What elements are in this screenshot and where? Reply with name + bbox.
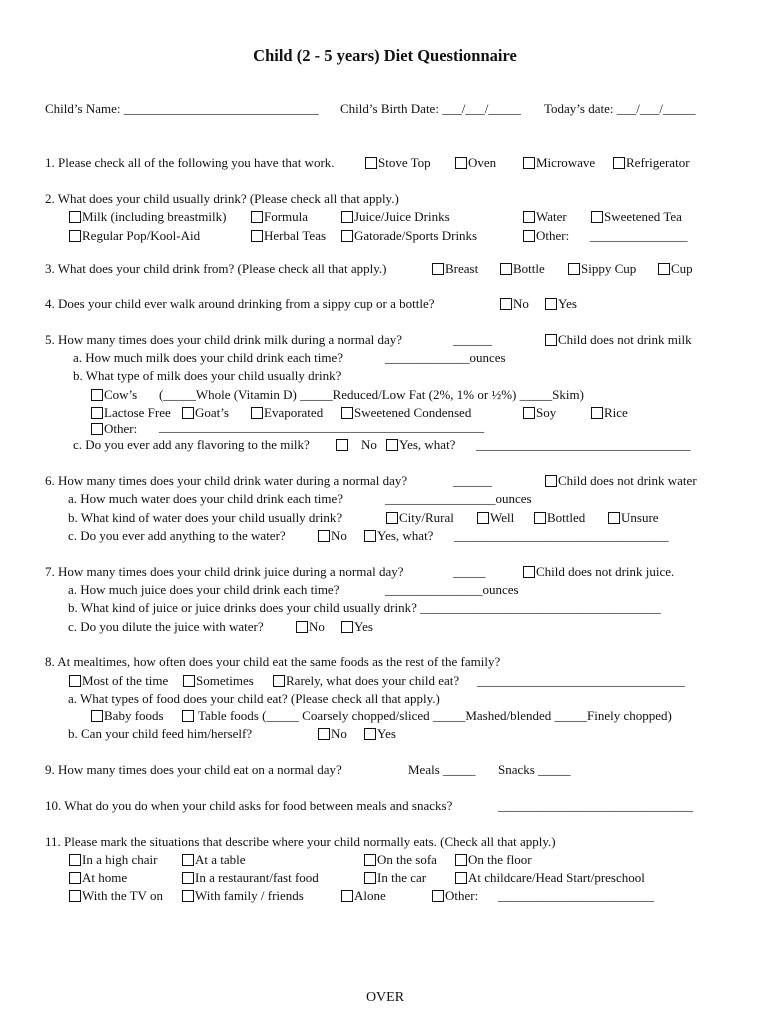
- checkbox[interactable]: [364, 854, 376, 866]
- q7-text: 7. How many times does your child drink juice during a normal day?: [45, 564, 404, 579]
- q1-option-refrigerator[interactable]: Refrigerator: [613, 155, 690, 170]
- checkbox[interactable]: [251, 407, 263, 419]
- q10-text: 10. What do you do when your child asks for food between meals and snacks?: [45, 798, 453, 813]
- checkbox[interactable]: [183, 675, 195, 687]
- q11-option-family[interactable]: With family / friends: [182, 888, 304, 903]
- q8a-text: a. What types of food does your child eat? (Please check all that apply.): [68, 691, 440, 706]
- q4-option-yes[interactable]: Yes: [545, 296, 577, 311]
- q7-blank[interactable]: _____: [453, 564, 486, 579]
- checkbox[interactable]: [523, 211, 535, 223]
- q11-option-childcare[interactable]: At childcare/Head Start/preschool: [455, 870, 645, 885]
- q2-option-herbal-teas[interactable]: Herbal Teas: [251, 228, 326, 243]
- q1-option-oven[interactable]: Oven: [455, 155, 496, 170]
- checkbox[interactable]: [545, 334, 557, 346]
- checkbox[interactable]: [318, 728, 330, 740]
- checkbox[interactable]: [500, 298, 512, 310]
- q6-blank[interactable]: ______: [453, 473, 492, 488]
- checkbox[interactable]: [69, 872, 81, 884]
- checkbox[interactable]: [91, 407, 103, 419]
- q2-text: 2. What does your child usually drink? (Please check all that apply.): [45, 191, 399, 206]
- q5b-text: b. What type of milk does your child usually drink?: [73, 368, 342, 383]
- checkbox[interactable]: [341, 230, 353, 242]
- q8-option-table-foods[interactable]: Table foods (_____ Coarsely chopped/sliced _____Mashed/blended _____Finely chopped): [182, 708, 672, 723]
- q5a-text: a. How much milk does your child drink each time?: [73, 350, 344, 365]
- checkbox[interactable]: [341, 211, 353, 223]
- q2-option-gatorade[interactable]: Gatorade/Sports Drinks: [341, 228, 477, 243]
- q5-option-lactose-free[interactable]: Lactose Free: [91, 405, 171, 420]
- q6c-option-no[interactable]: No: [318, 528, 347, 543]
- q6a-answer[interactable]: _________________ounces: [385, 491, 532, 506]
- q8-text: 8. At mealtimes, how often does your child eat the same foods as the rest of the family?: [45, 654, 501, 669]
- q5c-checkbox[interactable]: [336, 437, 349, 452]
- q5-option-other[interactable]: Other:: [91, 421, 137, 436]
- q11-option-other[interactable]: Other:: [432, 888, 478, 903]
- checkbox[interactable]: [364, 530, 376, 542]
- q8-rarely-blank[interactable]: ________________________________: [477, 673, 685, 688]
- q7c-text: c. Do you dilute the juice with water?: [68, 619, 264, 634]
- checkbox[interactable]: [69, 230, 81, 242]
- checkbox[interactable]: [251, 230, 263, 242]
- checkbox[interactable]: [613, 157, 625, 169]
- q3-option-breast[interactable]: Breast: [432, 261, 478, 276]
- q2-option-sweetened-tea[interactable]: Sweetened Tea: [591, 209, 682, 224]
- q6-text: 6. How many times does your child drink water during a normal day?: [45, 473, 408, 488]
- q11-text: 11. Please mark the situations that describe where your child normally eats. (Check all that apply.): [45, 834, 556, 849]
- q2-other-blank[interactable]: _______________: [590, 228, 688, 243]
- q6c-text: c. Do you ever add anything to the water?: [68, 528, 286, 543]
- checkbox[interactable]: [432, 263, 444, 275]
- checkbox[interactable]: [523, 230, 535, 242]
- checkbox[interactable]: [91, 389, 103, 401]
- q6-option-well[interactable]: Well: [477, 510, 514, 525]
- q9-text: 9. How many times does your child eat on a normal day?: [45, 762, 342, 777]
- checkbox[interactable]: [386, 439, 398, 451]
- birth-date-field[interactable]: Child’s Birth Date: ___/___/_____: [340, 101, 521, 116]
- q6-option-bottled[interactable]: Bottled: [534, 510, 585, 525]
- checkbox[interactable]: [251, 211, 263, 223]
- checkbox[interactable]: [341, 890, 353, 902]
- checkbox[interactable]: [69, 675, 81, 687]
- q5-option-cows[interactable]: Cow’s: [91, 387, 137, 402]
- q8b-text: b. Can your child feed him/herself?: [68, 726, 253, 741]
- q5-option-rice[interactable]: Rice: [591, 405, 628, 420]
- q2-option-milk[interactable]: Milk (including breastmilk): [69, 209, 226, 224]
- checkbox[interactable]: [336, 439, 348, 451]
- q4-text: 4. Does your child ever walk around drinking from a sippy cup or a bottle?: [45, 296, 435, 311]
- q6b-text: b. What kind of water does your child usually drink?: [68, 510, 343, 525]
- q2-option-pop[interactable]: Regular Pop/Kool-Aid: [69, 228, 200, 243]
- q1-option-stove[interactable]: Stove Top: [365, 155, 431, 170]
- checkbox[interactable]: [318, 530, 330, 542]
- q5c-text: c. Do you ever add any flavoring to the milk?: [73, 437, 310, 452]
- q5c-option-no: No: [361, 437, 377, 452]
- q7b-text[interactable]: b. What kind of juice or juice drinks does your child usually drink? _____________________________________: [68, 600, 661, 615]
- q10-blank[interactable]: ______________________________: [498, 798, 693, 813]
- checkbox[interactable]: [341, 407, 353, 419]
- checkbox[interactable]: [365, 157, 377, 169]
- checkbox[interactable]: [386, 512, 398, 524]
- childs-name-field[interactable]: Child’s Name: ______________________________: [45, 101, 319, 116]
- checkbox[interactable]: [182, 407, 194, 419]
- q8-option-rarely[interactable]: Rarely, what does your child eat?: [273, 673, 459, 688]
- checkbox[interactable]: [91, 710, 103, 722]
- checkbox[interactable]: [658, 263, 670, 275]
- checkbox[interactable]: [182, 710, 194, 722]
- q6-option-city[interactable]: City/Rural: [386, 510, 454, 525]
- q5-option-evaporated[interactable]: Evaporated: [251, 405, 323, 420]
- checkbox[interactable]: [608, 512, 620, 524]
- q6-option-unsure[interactable]: Unsure: [608, 510, 659, 525]
- q8-option-most[interactable]: Most of the time: [69, 673, 168, 688]
- q11-option-table[interactable]: At a table: [182, 852, 246, 867]
- q11-other-blank[interactable]: ________________________: [498, 888, 654, 903]
- checkbox[interactable]: [69, 890, 81, 902]
- q5-milk-types[interactable]: (_____Whole (Vitamin D) _____Reduced/Low Fat (2%, 1% or ½%) _____Skim): [159, 387, 584, 402]
- checkbox[interactable]: [545, 298, 557, 310]
- q11-option-restaurant[interactable]: In a restaurant/fast food: [182, 870, 319, 885]
- q3-option-sippy-cup[interactable]: Sippy Cup: [568, 261, 636, 276]
- q8b-option-yes[interactable]: Yes: [364, 726, 396, 741]
- checkbox[interactable]: [523, 157, 535, 169]
- q6-option-no-water[interactable]: Child does not drink water: [545, 473, 697, 488]
- q7a-answer[interactable]: _______________ounces: [385, 582, 519, 597]
- q1-option-microwave[interactable]: Microwave: [523, 155, 595, 170]
- q5-option-sweetened-condensed[interactable]: Sweetened Condensed: [341, 405, 471, 420]
- checkbox[interactable]: [69, 211, 81, 223]
- checkbox[interactable]: [455, 854, 467, 866]
- checkbox[interactable]: [364, 872, 376, 884]
- page-footer-over: OVER: [365, 990, 405, 1005]
- q5-blank[interactable]: ______: [453, 332, 492, 347]
- checkbox[interactable]: [296, 621, 308, 633]
- q3-text: 3. What does your child drink from? (Please check all that apply.): [45, 261, 387, 276]
- q5-option-no-milk[interactable]: Child does not drink milk: [545, 332, 692, 347]
- q3-option-cup[interactable]: Cup: [658, 261, 693, 276]
- q11-option-high-chair[interactable]: In a high chair: [69, 852, 157, 867]
- checkbox[interactable]: [182, 890, 194, 902]
- q9-meals[interactable]: Meals _____: [408, 762, 476, 777]
- q8-option-baby-foods[interactable]: Baby foods: [91, 708, 164, 723]
- checkbox[interactable]: [455, 157, 467, 169]
- q7a-text: a. How much juice does your child drink each time?: [68, 582, 340, 597]
- checkbox[interactable]: [500, 263, 512, 275]
- checkbox[interactable]: [591, 407, 603, 419]
- q11-option-home[interactable]: At home: [69, 870, 127, 885]
- q5-option-soy[interactable]: Soy: [523, 405, 556, 420]
- q11-option-sofa[interactable]: On the sofa: [364, 852, 437, 867]
- checkbox[interactable]: [477, 512, 489, 524]
- q11-option-floor[interactable]: On the floor: [455, 852, 532, 867]
- q9-snacks[interactable]: Snacks _____: [498, 762, 571, 777]
- checkbox[interactable]: [523, 407, 535, 419]
- q6a-text: a. How much water does your child drink each time?: [68, 491, 344, 506]
- q2-option-other[interactable]: Other:: [523, 228, 569, 243]
- q8b-option-no[interactable]: No: [318, 726, 347, 741]
- checkbox[interactable]: [182, 854, 194, 866]
- q6c-blank[interactable]: _________________________________: [454, 528, 669, 543]
- checkbox[interactable]: [534, 512, 546, 524]
- q4-option-no[interactable]: No: [500, 296, 529, 311]
- checkbox[interactable]: [273, 675, 285, 687]
- checkbox[interactable]: [69, 854, 81, 866]
- checkbox[interactable]: [545, 475, 557, 487]
- q11-option-tv[interactable]: With the TV on: [69, 888, 163, 903]
- checkbox[interactable]: [432, 890, 444, 902]
- q1-text: 1. Please check all of the following you have that work.: [45, 155, 335, 170]
- todays-date-field[interactable]: Today’s date: ___/___/_____: [544, 101, 696, 116]
- checkbox[interactable]: [91, 423, 103, 435]
- q2-option-formula[interactable]: Formula: [251, 209, 308, 224]
- checkbox[interactable]: [568, 263, 580, 275]
- checkbox[interactable]: [364, 728, 376, 740]
- q5c-blank[interactable]: _________________________________: [476, 437, 691, 452]
- q3-option-bottle[interactable]: Bottle: [500, 261, 545, 276]
- q5-text: 5. How many times does your child drink milk during a normal day?: [45, 332, 403, 347]
- q5-other-blank[interactable]: __________________________________________________: [159, 419, 484, 434]
- page-title: Child (2 - 5 years) Diet Questionnaire: [253, 46, 517, 65]
- checkbox[interactable]: [523, 566, 535, 578]
- q7-option-no-juice[interactable]: Child does not drink juice.: [523, 564, 674, 579]
- q2-option-juice[interactable]: Juice/Juice Drinks: [341, 209, 450, 224]
- checkbox[interactable]: [591, 211, 603, 223]
- q7c-option-no[interactable]: No: [296, 619, 325, 634]
- checkbox[interactable]: [455, 872, 467, 884]
- q8-option-sometimes[interactable]: Sometimes: [183, 673, 254, 688]
- q7c-option-yes[interactable]: Yes: [341, 619, 373, 634]
- checkbox[interactable]: [341, 621, 353, 633]
- q5a-answer[interactable]: _____________ounces: [385, 350, 506, 365]
- q11-option-car[interactable]: In the car: [364, 870, 426, 885]
- q5c-option-yes[interactable]: Yes, what?: [386, 437, 455, 452]
- checkbox[interactable]: [182, 872, 194, 884]
- q5-option-goats[interactable]: Goat’s: [182, 405, 229, 420]
- q6c-option-yes[interactable]: Yes, what?: [364, 528, 433, 543]
- q2-option-water[interactable]: Water: [523, 209, 567, 224]
- q11-option-alone[interactable]: Alone: [341, 888, 386, 903]
